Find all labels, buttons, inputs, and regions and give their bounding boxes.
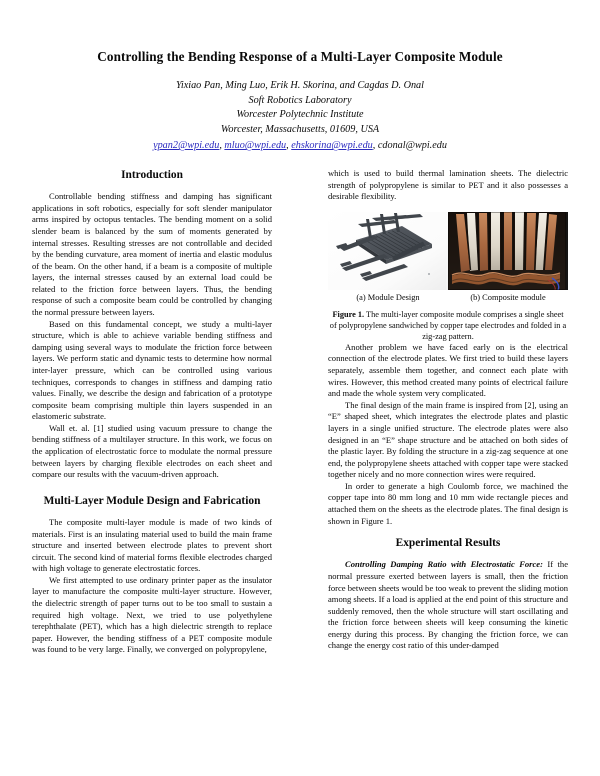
figure-1 [328,212,568,342]
paragraph-intro-2: Based on this fundamental concept, we study a multi-layer structure, which is able to achieve variable bending stiffness and damping using several ways to modulate the friction force between layers. We perform static and dynamic tests to determine how normal inter-layer pressure, which can be controlled using various techniques, corresponds to changes in stiffness and damping ratio values. Finally, we describe the design and fabrication of a prototype composite beam comprising multiple thin layers suspended in an elastomeric substrate. [32,318,272,422]
section-spacer [32,481,272,494]
title-block [0,0,600,153]
figure-panel-composite-photo [448,212,568,290]
figure-panels [328,212,568,290]
figure-caption [328,309,568,342]
composite-module-photo [448,212,568,290]
body-columns [0,168,600,656]
figure-panel-module-design [328,212,448,290]
subcaption-b: (b) Composite module [470,292,546,302]
right-column [300,168,600,656]
heading-design-fabrication: Multi-Layer Module Design and Fabrication [43,494,261,507]
paragraph-after-figure-1: Another problem we have faced early on is the electrical connection of the electrode plates. We first tried to build these layers separately, assemble them together, and connect each plate with wires. However, this method created many points of electrical failure and made the whole system very complicated. [328,341,568,399]
paragraph-design-1: The composite multi-layer module is made of two kinds of materials. First is an insulating material used to build the main frame structure and inserted between electrode plates to prevent short circuit. The second kind of material forms flexible electrodes charged with high voltage to generate electrostatic forces. [32,516,272,574]
results-body-text: If the normal pressure exerted between layers is small, then the friction force between sheets would be too weak to prevent the sliding motion among sheets. If a load is applied at the end point of this structure and suddenly removed, then the whole structure will start oscillating and the friction force between sheets will keep consuming the kinetic energy during this process. By changing the friction force, we can change the energy cost ratio of this under-damped [328,559,568,651]
figure-caption-label: Figure 1. [332,309,365,319]
paragraph-design-2: We first attempted to use ordinary printer paper as the insulator layer to manufacture the composite multi-layer structure. However, the dielectric strength of paper turns out to be too small to sustain a required high voltage. Next, we tried to use polyethylene terephthalate (PET), which has a high dielectric strength to replace paper. However, the bending stiffness of a PET composite module was found to be very large. Finally, we converged on polypropylene, [32,574,272,655]
affiliation-institute: Worcester Polytechnic Institute [236,109,364,121]
paragraph-results-1 [328,559,568,652]
email-separator-2: , [286,140,292,152]
heading-introduction: Introduction [121,169,183,181]
left-column [0,168,300,656]
figure-caption-text: The multi-layer composite module comprises a single sheet of polypropylene sandwiched by copper tape electrodes and folded in a zig-zag pattern. [329,309,567,341]
cad-render-image [328,212,448,290]
email-link-2[interactable]: mluo@wpi.edu [224,140,287,152]
email-link-1[interactable]: ypan2@wpi.edu [153,140,220,152]
page-title: Controlling the Bending Response of a Multi-Layer Composite Module [97,49,503,64]
affiliation-address: Worcester, Massachusetts, 01609, USA [220,123,380,135]
email-list [55,138,545,153]
paragraph-after-figure-2: The final design of the main frame is inspired from [2], using an “E” shaped sheet, which integrates the electrode plates and plastic layers in a single unified structure. The electrode plates were also designed in an “E” shape structure and be attached on both sides of the plastic layer. By folding the structure in a zig-zag sequence at one end, the polypropylene sheets attached with copper tape were stacked together nicely and no more connection wires were required. [328,399,568,480]
paragraph-after-figure-3: In order to generate a high Coulomb force, we machined the copper tape into 80 mm long and 10 mm wide rectangle pieces and attached them on the sheets as the electrode plates. The final design is shown in Figure 1. [328,480,568,526]
section-spacer-results [328,527,568,536]
subcaption-a: (a) Module Design [356,292,420,302]
heading-experimental-results: Experimental Results [395,537,501,550]
figure-subcaptions [328,293,568,303]
paragraph-intro-3: Wall et. al. [1] studied using vacuum pressure to change the bending stiffness of a multilayer structure. In this work, we focus on the application of electrostatic force to modulate the normal pressure between layers by charging flexible electrodes on each sheet and compare our results with the vacuum-driven approach. [32,422,272,480]
author-list: Yixiao Pan, Ming Luo, Erik H. Skorina, and Cagdas D. Onal [176,80,424,92]
paragraph-continued: which is used to build thermal lamination sheets. The dielectric strength of polypropylene is similar to PET and it also possesses a desirable flexibility. [328,168,568,202]
email-separator-3: , [372,140,378,152]
email-text-4: cdonal@wpi.edu [377,140,447,152]
email-separator-1: , [219,140,225,152]
email-link-3[interactable]: ehskorina@wpi.edu [291,140,373,152]
paragraph-intro-1: Controllable bending stiffness and damping has significant applications in soft robotics, especially for soft slender manipulator arms inspired by octopus tentacles. The bending moment on a solid slender beam is balanced by the sum of moments generated by internal stresses. Resulting stresses are not controllable and decided by the bending curvature, area moment of inertia and elastic modulus of the beam. On the other hand, if a beam is a composite of multiple layers, the internal stresses caused by an external load could be related to the friction force between layers. Thus, the bending response of such a composite beam could be controlled by changing the normal pressure between layers. [32,191,272,318]
affiliation-lab: Soft Robotics Laboratory [248,94,352,106]
results-runin-heading: Controlling Damping Ratio with Electrostatic Force: [345,559,543,570]
